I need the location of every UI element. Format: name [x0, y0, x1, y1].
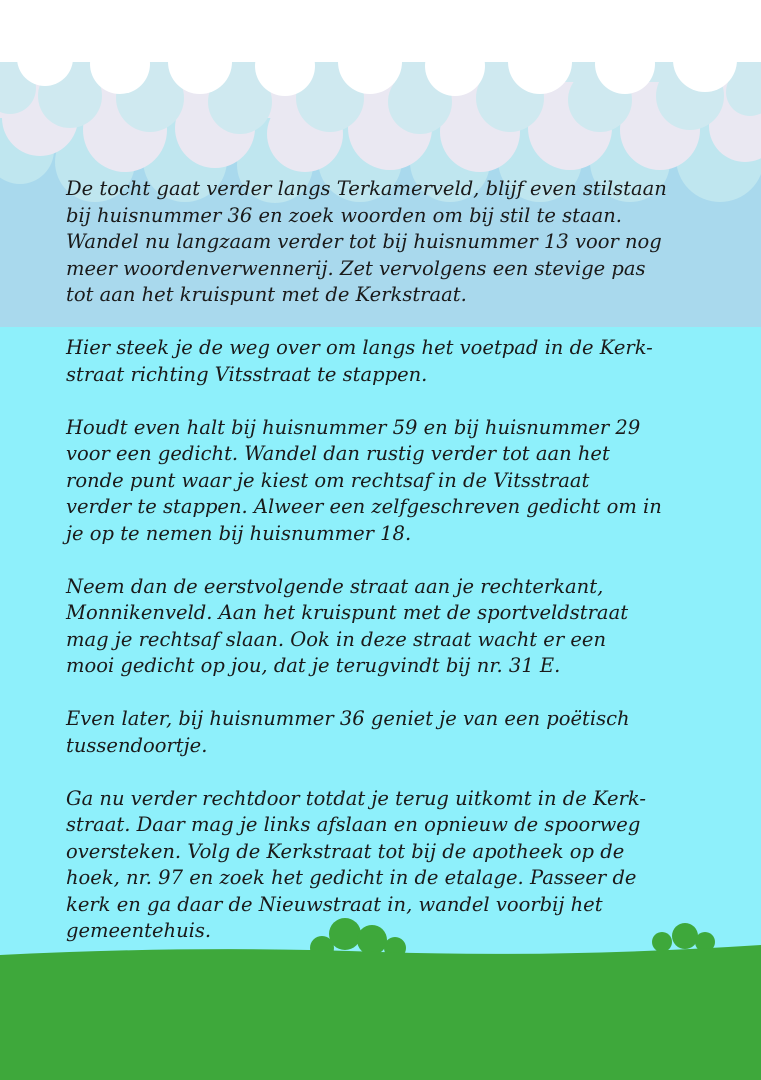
text-line: mag je rechtsaf slaan. Ook in deze straat wacht er een [66, 627, 607, 651]
paragraph [66, 706, 706, 759]
text-line: Monnikenveld. Aan het kruispunt met de sportveldstraat [66, 601, 629, 624]
text-line: gemeentehuis. [66, 919, 212, 942]
text-line: Even later, bij huisnummer 36 geniet je van een poëtisch [66, 707, 630, 730]
body-text [66, 176, 706, 971]
text-line: straat richting Vitsstraat te stappen. [66, 362, 428, 386]
text-line: Ga nu verder rechtdoor totdat je terug uitkomt in de Kerk- [66, 786, 646, 810]
text-line: straat. Daar mag je links afslaan en opnieuw de spoorweg [66, 813, 641, 836]
text-line: je op te nemen bij huisnummer 18. [66, 521, 412, 545]
text-line: ronde punt waar je kiest om rechtsaf in de Vitsstraat [66, 468, 590, 492]
paragraph [66, 786, 706, 945]
paragraph [66, 415, 706, 548]
text-line: Wandel nu langzaam verder tot bij huisnummer 13 voor nog [66, 230, 662, 253]
paragraph [66, 335, 706, 388]
text-line: bij huisnummer 36 en zoek woorden om bij stil te staan. [66, 203, 622, 227]
text-line: mooi gedicht op jou, dat je terugvindt bij nr. 31 E. [66, 654, 561, 677]
text-line: Neem dan de eerstvolgende straat aan je rechterkant, [66, 574, 604, 598]
text-line: verder te stappen. Alweer een zelfgeschreven gedicht om in [66, 495, 662, 518]
cloud-front-layer [0, 0, 761, 96]
text-line: hoek, nr. 97 en zoek het gedicht in de etalage. Passeer de [66, 866, 637, 889]
text-line: Hier steek je de weg over om langs het voetpad in de Kerk- [66, 336, 653, 359]
text-line: tussendoortje. [66, 733, 208, 757]
text-line: kerk en ga daar de Nieuwstraat in, wandel voorbij het [66, 892, 603, 916]
text-line: voor een gedicht. Wandel dan rustig verder tot aan het [66, 442, 610, 465]
text-line: De tocht gaat verder langs Terkamerveld, blijf even stilstaan [66, 177, 667, 200]
text-line: tot aan het kruispunt met de Kerkstraat. [66, 283, 467, 306]
text-line: oversteken. Volg de Kerkstraat tot bij de apotheek op de [66, 839, 625, 863]
paragraph [66, 574, 706, 680]
text-line: Houdt even halt bij huisnummer 59 en bij huisnummer 29 [66, 415, 641, 439]
text-line: meer woordenverwennerij. Zet vervolgens een stevige pas [66, 256, 646, 280]
paragraph [66, 176, 706, 309]
